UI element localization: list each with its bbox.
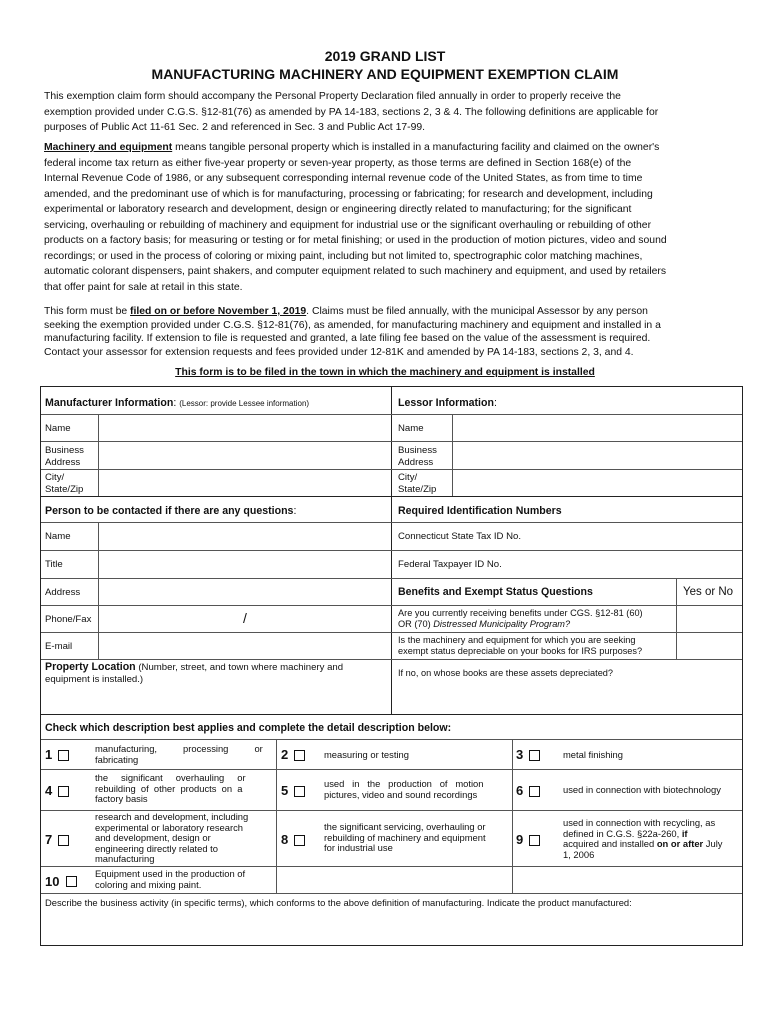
option-9-text-part: July 1, 2006 xyxy=(563,838,723,860)
filing-line xyxy=(44,305,728,319)
option-1-checkbox[interactable] xyxy=(58,750,69,761)
divider xyxy=(41,414,742,415)
option-5-text: used in the production of motion pictures, video and sound recordings xyxy=(324,778,484,800)
definition-line: that offer paint for sale at retail in this state. xyxy=(44,281,243,293)
benefits-q3-answer[interactable] xyxy=(398,684,742,710)
lessor-city-input[interactable] xyxy=(454,471,743,495)
filing-line: seeking the exemption provided under C.G.S. §12-81(76), as amended, for manufacturing machinery and equipment and installed in a xyxy=(44,319,661,331)
benefits-q1 xyxy=(398,608,643,630)
ids-header: Required Identification Numbers xyxy=(398,505,562,517)
divider xyxy=(41,632,391,633)
divider xyxy=(41,659,391,660)
filing-text: This form must be xyxy=(44,306,131,317)
divider xyxy=(98,414,99,496)
option-number: 8 xyxy=(281,832,289,847)
filing-line: Contact your assessor for extension requests and fees provided under 12-81K and amended by PA 14-183, sections 2, 3, and 4. xyxy=(44,346,634,358)
option-number: 4 xyxy=(45,783,53,798)
contact-fax-input[interactable] xyxy=(252,607,392,631)
filing-deadline: filed on or before November 1, 2019 xyxy=(130,306,307,317)
option-10-text: Equipment used in the production of coloring and mixing paint. xyxy=(95,868,246,890)
benefits-q1-line xyxy=(398,619,643,630)
state-tax-id-label: Connecticut State Tax ID No. xyxy=(398,531,522,542)
divider xyxy=(391,469,742,470)
divider xyxy=(391,632,742,633)
lessor-name-input[interactable] xyxy=(454,417,743,439)
definition-term: Machinery and equipment xyxy=(44,142,173,153)
benefits-q3: If no, on whose books are these assets depreciated? xyxy=(398,668,614,678)
option-2-checkbox[interactable] xyxy=(294,750,305,761)
lessor-header xyxy=(398,397,497,409)
contact-header-text: Person to be contacted if there are any questions xyxy=(45,505,294,517)
contact-email-input[interactable] xyxy=(100,634,392,658)
intro-line: exemption provided under C.G.S. §12-81(76) as amended by PA 14-183, sections 2, 3 & 4. The following definitions are applicable for xyxy=(44,106,659,118)
federal-id-label: Federal Taxpayer ID No. xyxy=(398,559,502,570)
intro-line: purposes of Public Act 11-61 Sec. 2 and referenced in Sec. 3 and Public Act 17-99. xyxy=(44,122,426,133)
contact-title-label: Title xyxy=(45,559,63,570)
option-4-text: the significant overhauling or rebuilding of other products on a factory basis xyxy=(95,772,246,805)
property-location xyxy=(45,662,387,685)
benefits-q1-program: Distressed Municipality Program? xyxy=(433,619,571,629)
filing-line: manufacturing facility. If extension to file is requested and granted, a late filing fee based on the value of the assessment is required. xyxy=(44,333,651,344)
definition-text: means tangible personal property which is installed in a manufacturing facility and claimed on the owner's xyxy=(172,142,660,153)
lessor-address-input[interactable] xyxy=(454,443,743,467)
property-location-input[interactable] xyxy=(45,688,389,712)
town-note: This form is to be filed in the town in which the machinery and equipment is installed xyxy=(175,367,595,378)
divider xyxy=(41,739,742,740)
option-3-text: metal finishing xyxy=(563,749,623,760)
option-number: 3 xyxy=(516,747,524,762)
option-10-checkbox[interactable] xyxy=(66,876,77,887)
benefits-q2-line: Is the machinery and equipment for which you are seeking xyxy=(398,635,636,645)
option-5-checkbox[interactable] xyxy=(294,786,305,797)
manufacturer-subnote: (Lessor: provide Lessee information) xyxy=(179,399,310,408)
property-location-header: Property Location xyxy=(45,661,136,673)
option-number: 6 xyxy=(516,783,524,798)
definition-line: servicing, overhauling or rebuilding of machinery and equipment for industrial use or the significant overhauling or rebuilding of other xyxy=(44,219,652,231)
option-4-checkbox[interactable] xyxy=(58,786,69,797)
manufacturer-city-input[interactable] xyxy=(100,471,392,495)
option-number: 7 xyxy=(45,832,53,847)
divider xyxy=(676,578,677,660)
contact-title-input[interactable] xyxy=(100,552,392,576)
option-9-text-part: used in connection with recycling, as defined in C.G.S. §22a-260, xyxy=(563,817,716,839)
option-number: 1 xyxy=(45,747,53,762)
divider xyxy=(391,659,742,660)
filing-text: . Claims must be filed annually, with the municipal Assessor by any person xyxy=(306,306,648,317)
contact-phone-label: Phone/Fax xyxy=(45,614,92,625)
lessor-header-colon: : xyxy=(493,397,497,409)
benefits-q2 xyxy=(398,635,642,657)
option-7-text: research and development, including experimental or laboratory research and development, design or engineering directly related to manufacturing xyxy=(95,811,249,865)
option-number: 5 xyxy=(281,783,289,798)
intro-line: This exemption claim form should accompany the Personal Property Declaration filed annually in order to properly receive the xyxy=(44,91,621,102)
divider xyxy=(41,714,742,715)
lessor-name-label: Name xyxy=(398,423,424,434)
option-9-text-part: acquired and installed xyxy=(563,838,655,850)
divider xyxy=(391,441,742,442)
contact-address-label: Address xyxy=(45,587,81,598)
definition-line: automatic colorant dispensers, paint shakers, and computer equipment related to such machinery and equipment, and used by retailers xyxy=(44,266,667,277)
option-9-text-bold: if xyxy=(681,827,688,839)
benefits-q1-answer[interactable] xyxy=(678,607,744,631)
contact-address-input[interactable] xyxy=(100,580,392,604)
divider xyxy=(41,496,742,497)
option-7-checkbox[interactable] xyxy=(58,835,69,846)
manufacturer-address-input[interactable] xyxy=(100,443,392,467)
title-line-2: MANUFACTURING MACHINERY AND EQUIPMENT EXEMPTION CLAIM xyxy=(151,66,619,82)
manufacturer-header-text: Manufacturer Information xyxy=(45,397,174,409)
option-9-text xyxy=(563,818,722,860)
contact-name-label: Name xyxy=(45,531,71,542)
option-number: 2 xyxy=(281,747,289,762)
property-location-line: equipment is installed.) xyxy=(45,673,144,685)
business-activity-input[interactable] xyxy=(45,911,741,941)
option-9-checkbox[interactable] xyxy=(529,835,540,846)
manufacturer-header xyxy=(45,397,309,409)
contact-header xyxy=(45,505,296,517)
option-6-checkbox[interactable] xyxy=(529,786,540,797)
divider xyxy=(41,441,391,442)
definition-line: federal income tax return as either five-year property or seven-year property, as those terms are defined in Section 168(e) of the xyxy=(44,157,632,169)
definition-line: recordings; or used in the process of coloring or mixing paint, including but not limited to, spectrographic color matching machines, xyxy=(44,250,643,262)
contact-phone-input[interactable] xyxy=(100,607,244,631)
lessor-header-text: Lessor Information xyxy=(398,397,494,409)
property-location-line xyxy=(45,662,387,674)
intro-paragraph xyxy=(44,89,728,136)
divider xyxy=(41,578,742,579)
definition-line: products on a factory basis; for measuring or testing or for metal finishing; or used in the production of motion pictures, video and sound xyxy=(44,235,667,246)
divider xyxy=(452,414,453,496)
divider xyxy=(41,866,742,867)
state-tax-id-input[interactable] xyxy=(535,524,744,548)
check-header: Check which description best applies and complete the detail description below: xyxy=(45,722,452,734)
lessor-city-label: City/ State/Zip xyxy=(398,472,437,495)
manufacturer-city-label: City/ State/Zip xyxy=(45,472,84,495)
option-9-text-bold: on or after xyxy=(656,838,704,850)
contact-header-colon: : xyxy=(293,505,297,517)
lessor-address-label: Business Address xyxy=(398,445,437,468)
property-location-desc: (Number, street, and town where machinery and xyxy=(135,662,344,673)
federal-id-input[interactable] xyxy=(515,552,744,576)
divider xyxy=(41,550,742,551)
divider xyxy=(41,605,742,606)
divider xyxy=(512,739,513,893)
benefits-q2-answer[interactable] xyxy=(678,634,744,658)
contact-email-label: E-mail xyxy=(45,641,73,652)
manufacturer-header-colon: : xyxy=(173,397,177,409)
option-8-checkbox[interactable] xyxy=(294,835,305,846)
option-number: 9 xyxy=(516,832,524,847)
divider xyxy=(276,739,277,893)
option-2-text: measuring or testing xyxy=(324,749,409,760)
benefits-q1-line: Are you currently receiving benefits under CGS. §12-81 (60) xyxy=(398,608,643,618)
definition-line: amended, and the predominant use of which is for manufacturing, processing or fabricating; for research and development, including xyxy=(44,188,653,200)
filing-paragraph xyxy=(44,305,728,359)
divider xyxy=(41,769,742,770)
definition-paragraph xyxy=(44,140,728,295)
definition-line: experimental or laboratory research and development, design or engineering directly related to manufacturing; for the significant xyxy=(44,204,632,215)
yes-no-header: Yes or No xyxy=(683,586,734,598)
manufacturer-name-input[interactable] xyxy=(100,417,392,439)
manufacturer-name-label: Name xyxy=(45,423,71,434)
option-3-checkbox[interactable] xyxy=(529,750,540,761)
option-1-text: manufacturing, processing or fabricating xyxy=(95,743,263,765)
title-line-1: 2019 GRAND LIST xyxy=(324,48,446,64)
phone-fax-separator: / xyxy=(243,610,247,626)
divider xyxy=(41,522,742,523)
option-number: 10 xyxy=(45,874,60,889)
contact-name-input[interactable] xyxy=(100,524,392,548)
manufacturer-address-label: Business Address xyxy=(45,445,84,468)
divider xyxy=(41,469,391,470)
describe-label: Describe the business activity (in specific terms), which conforms to the above definition of manufacturing. Indicate the product manufactured: xyxy=(45,897,632,908)
option-6-text: used in connection with biotechnology xyxy=(563,784,721,795)
definition-line: Internal Revenue Code of 1986, or any subsequent corresponding internal revenue code of the United States, as from time to time xyxy=(44,173,643,184)
divider xyxy=(98,522,99,659)
definition-line xyxy=(44,140,728,156)
benefits-header: Benefits and Exempt Status Questions xyxy=(398,586,593,598)
divider xyxy=(41,893,742,894)
option-8-text: the significant servicing, overhauling or rebuilding of machinery and equipment for industrial use xyxy=(324,821,486,854)
benefits-q1-text: OR (70) xyxy=(398,619,434,629)
benefits-q2-line: exempt status depreciable on your books for IRS purposes? xyxy=(398,646,643,656)
